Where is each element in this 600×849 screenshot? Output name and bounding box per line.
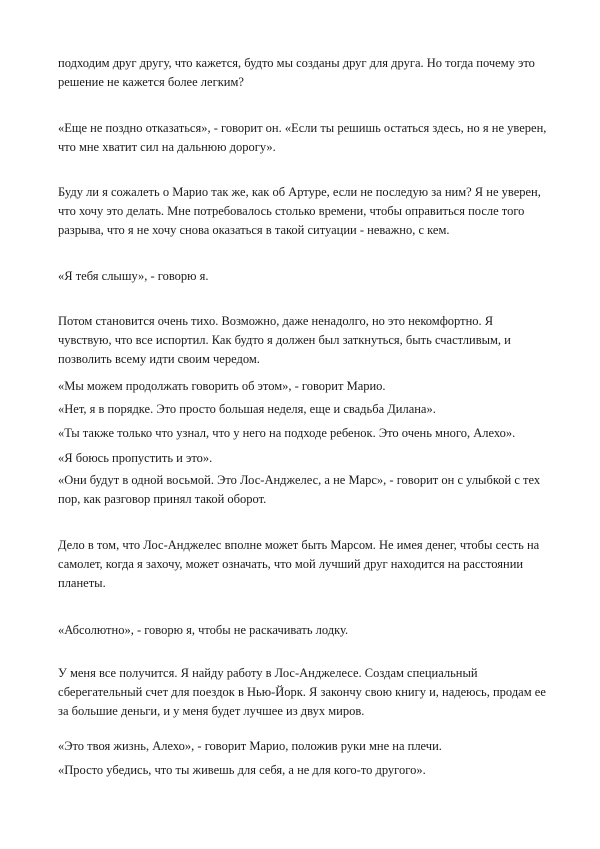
paragraph-14: «Это твоя жизнь, Алехо», - говорит Марио, положив руки мне на плечи. — [58, 739, 442, 753]
paragraph-11: Дело в том, что Лос-Анджелес вполне может быть Марсом. Не имея денег, чтобы сесть на самолет, когда я захочу, может означать, что мой лучший друг находится на расстоянии планеты. — [58, 538, 540, 590]
paragraph-5: Потом становится очень тихо. Возможно, даже ненадолго, но это некомфортно. Я чувствую, что все испортил. Как будто я должен был заткнуться, быть счастливым, и позволить всему идти своим чередом. — [58, 314, 511, 366]
paragraph-13: У меня все получится. Я найду работу в Лос-Анджелесе. Создам специальный сберегательный счет для поездок в Нью-Йорк. Я закончу свою книгу и, надеюсь, продам ее за большие деньги, и у меня будет лучшее из двух миров. — [58, 666, 546, 718]
paragraph-6: «Мы можем продолжать говорить об этом», - говорит Марио. — [58, 379, 386, 393]
paragraph-2: «Еще не поздно отказаться», - говорит он. «Если ты решишь остаться здесь, но я не уверен, что мне хватит сил на дальнюю дорогу». — [58, 121, 547, 154]
paragraph-10: «Они будут в одной восьмой. Это Лос-Анджелес, а не Марс», - говорит он с улыбкой с тех пор, как разговор принял такой оборот. — [58, 473, 541, 506]
paragraph-8: «Ты также только что узнал, что у него на подходе ребенок. Это очень много, Алехо». — [58, 426, 516, 440]
paragraph-7: «Нет, я в порядке. Это просто большая неделя, еще и свадьба Дилана». — [58, 402, 436, 416]
paragraph-15: «Просто убедись, что ты живешь для себя, а не для кого-то другого». — [58, 763, 426, 777]
paragraph-12: «Абсолютно», - говорю я, чтобы не раскачивать лодку. — [58, 623, 349, 637]
paragraph-3: Буду ли я сожалеть о Марио так же, как об Артуре, если не последую за ним? Я не уверен, что хочу это делать. Мне потребовалось столько времени, чтобы оправиться после того разрыва, что я не хочу снова оказаться в такой ситуации - неважно, с кем. — [58, 185, 541, 237]
paragraph-1: подходим друг другу, что кажется, будто мы созданы друг для друга. Но тогда почему это решение не кажется более легким? — [58, 56, 535, 89]
paragraph-9: «Я боюсь пропустить и это». — [58, 451, 213, 465]
paragraph-4: «Я тебя слышу», - говорю я. — [58, 269, 209, 283]
